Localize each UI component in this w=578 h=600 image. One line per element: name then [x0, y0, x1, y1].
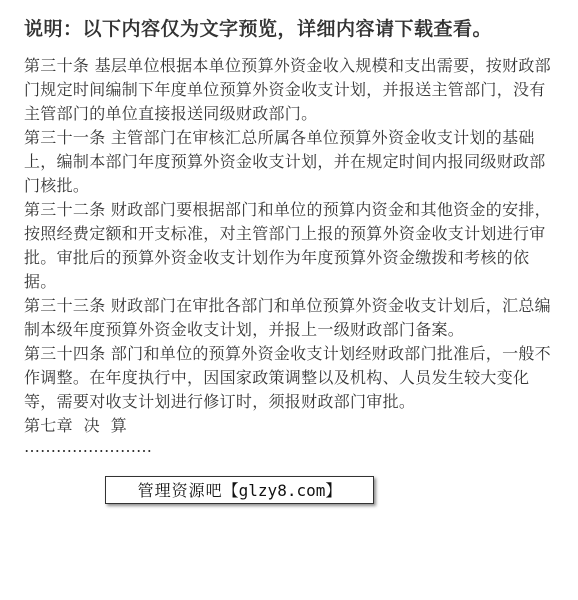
article-31: 第三十一条 主管部门在审核汇总所属各单位预算外资金收支计划的基础上，编制本部门年度预算外资金收支计划，并在规定时间内报同级财政部门核批。 — [24, 128, 546, 195]
watermark-site-name: 管理资源吧 — [137, 481, 223, 500]
document-body — [24, 54, 554, 456]
continuation-ellipsis: …………………… — [24, 437, 152, 456]
article-33: 第三十三条 财政部门在审批各部门和单位预算外资金收支计划后，汇总编制本级年度预算外资金收支计划，并报上一级财政部门备案。 — [24, 296, 551, 339]
watermark-banner — [105, 476, 374, 504]
article-34: 第三十四条 部门和单位的预算外资金收支计划经财政部门批准后，一般不作调整。在年度执行中，因国家政策调整以及机构、人员发生较大变化等，需要对收支计划进行修订时，须报财政部门审批。 — [24, 344, 551, 411]
watermark-url: 【glzy8.com】 — [222, 481, 342, 500]
chapter-heading: 第七章 决 算 — [24, 416, 128, 435]
article-32: 第三十二条 财政部门要根据部门和单位的预算内资金和其他资金的安排，按照经费定额和开支标准，对主管部门上报的预算外资金收支计划进行审批。审批后的预算外资金收支计划作为年度预算外资金缴拨和考核的依据。 — [24, 200, 551, 291]
article-30: 第三十条 基层单位根据本单位预算外资金收入规模和支出需要，按财政部门规定时间编制下年度单位预算外资金收支计划，并报送主管部门，没有主管部门的单位直接报送同级财政部门。 — [24, 56, 551, 123]
preview-notice: 说明：以下内容仅为文字预览，详细内容请下载查看。 — [24, 18, 493, 40]
